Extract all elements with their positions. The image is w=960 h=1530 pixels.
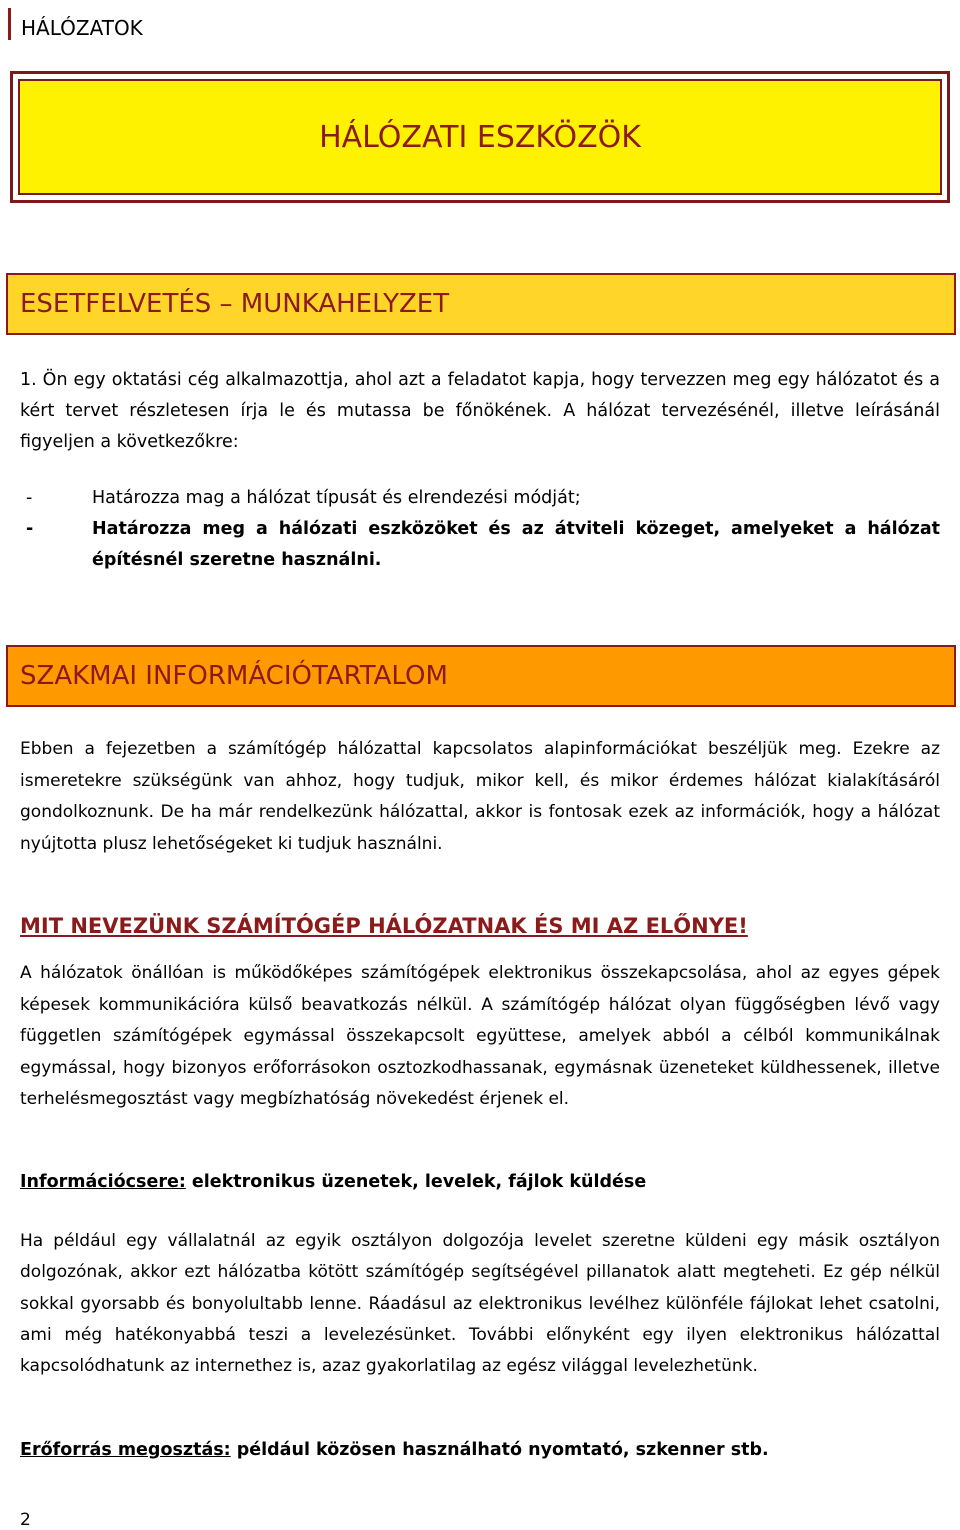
page-number: 2 [20, 1510, 31, 1530]
resource-sharing-text: például közösen használható nyomtató, szkenner stb. [230, 1440, 769, 1460]
bullet-dash: - [26, 488, 33, 508]
info-exchange-label: Információcsere: [20, 1172, 186, 1192]
case-heading-band [6, 273, 956, 335]
list-item [20, 483, 940, 514]
info-exchange-heading [20, 1172, 646, 1192]
info-heading: SZAKMAI INFORMÁCIÓTARTALOM [20, 661, 448, 691]
title-box [10, 71, 950, 203]
running-header [8, 8, 311, 40]
bullet-text: Határozza meg a hálózati eszközöket és az átviteli közeget, amelyeket a hálózat építésnél szeretne használni. [92, 519, 940, 570]
case-paragraph: 1. Ön egy oktatási cég alkalmazottja, ahol azt a feladatot kapja, hogy tervezzen meg egy hálózatot és a kért tervet részletesen írja le és mutassa be főnökének. A hálózat tervezésénél, illetve leírásánál figyeljen a következőkre: [20, 370, 940, 452]
info-exchange-paragraph: Ha például egy vállalatnál az egyik osztályon dolgozója levelet szeretne küldeni egy másik osztályon dolgozónak, akkor ezt hálózatba kötött számítógép segítségével pillanatok alatt megteheti. Ez gép nélkül sokkal gyorsabb és bonyolultabb lenne. Ráadásul az elektronikus levélhez különféle fájlokat lehet csatolni, ami még hatékonyabbá teszi a levelezésünket. További előnyként egy ilyen elektronikus hálózattal kapcsolódhatunk az internethez is, azaz gyakorlatilag az egész világgal levelezhetünk. [20, 1231, 940, 1377]
info-exchange-text: elektronikus üzenetek, levelek, fájlok küldése [185, 1172, 647, 1192]
definition-paragraph: A hálózatok önállóan is működőképes számítógépek elektronikus összekapcsolása, ahol az egyes gépek képesek kommunikációra külső beavatkozás nélkül. A számítógép hálózat olyan függőségben lévő vagy független számítógépek egymással összekapcsolt együttese, amelyek abból a célból kommunikálnak egymással, hogy bizonyos erőforrásokon osztozkodhassanak, egymásnak üzeneteket küldhessenek, illetve terhelésmegosztást vagy megbízhatóság növekedést érjenek el. [20, 963, 940, 1109]
info-paragraph: Ebben a fejezetben a számítógép hálózattal kapcsolatos alapinformációkat beszéljük meg. Ezekre az ismeretekre szükségünk van ahhoz, hogy tudjuk, mikor kell, és mikor érdemes hálózat kialakításáról gondolkoznunk. De ha már rendelkezünk hálózattal, akkor is fontosak ezek az információk, hogy a hálózat nyújtotta plusz lehetőségeket ki tudjuk használni. [20, 739, 940, 854]
case-heading: ESETFELVETÉS – MUNKAHELYZET [20, 289, 450, 319]
bullet-dash: - [26, 519, 34, 539]
resource-sharing-label: Erőforrás megosztás: [20, 1440, 231, 1460]
definition-heading: MIT NEVEZÜNK SZÁMÍTÓGÉP HÁLÓZATNAK ÉS MI AZ ELŐNYE! [20, 914, 748, 938]
page-title: HÁLÓZATI ESZKÖZÖK [319, 119, 641, 155]
info-heading-band [6, 645, 956, 707]
title-inner [18, 79, 942, 195]
list-item [20, 514, 940, 576]
running-header-text: HÁLÓZATOK [21, 16, 143, 40]
case-bullet-list [20, 483, 940, 576]
resource-sharing-heading [20, 1440, 769, 1460]
bullet-text: Határozza mag a hálózat típusát és elrendezési módját; [92, 488, 581, 508]
